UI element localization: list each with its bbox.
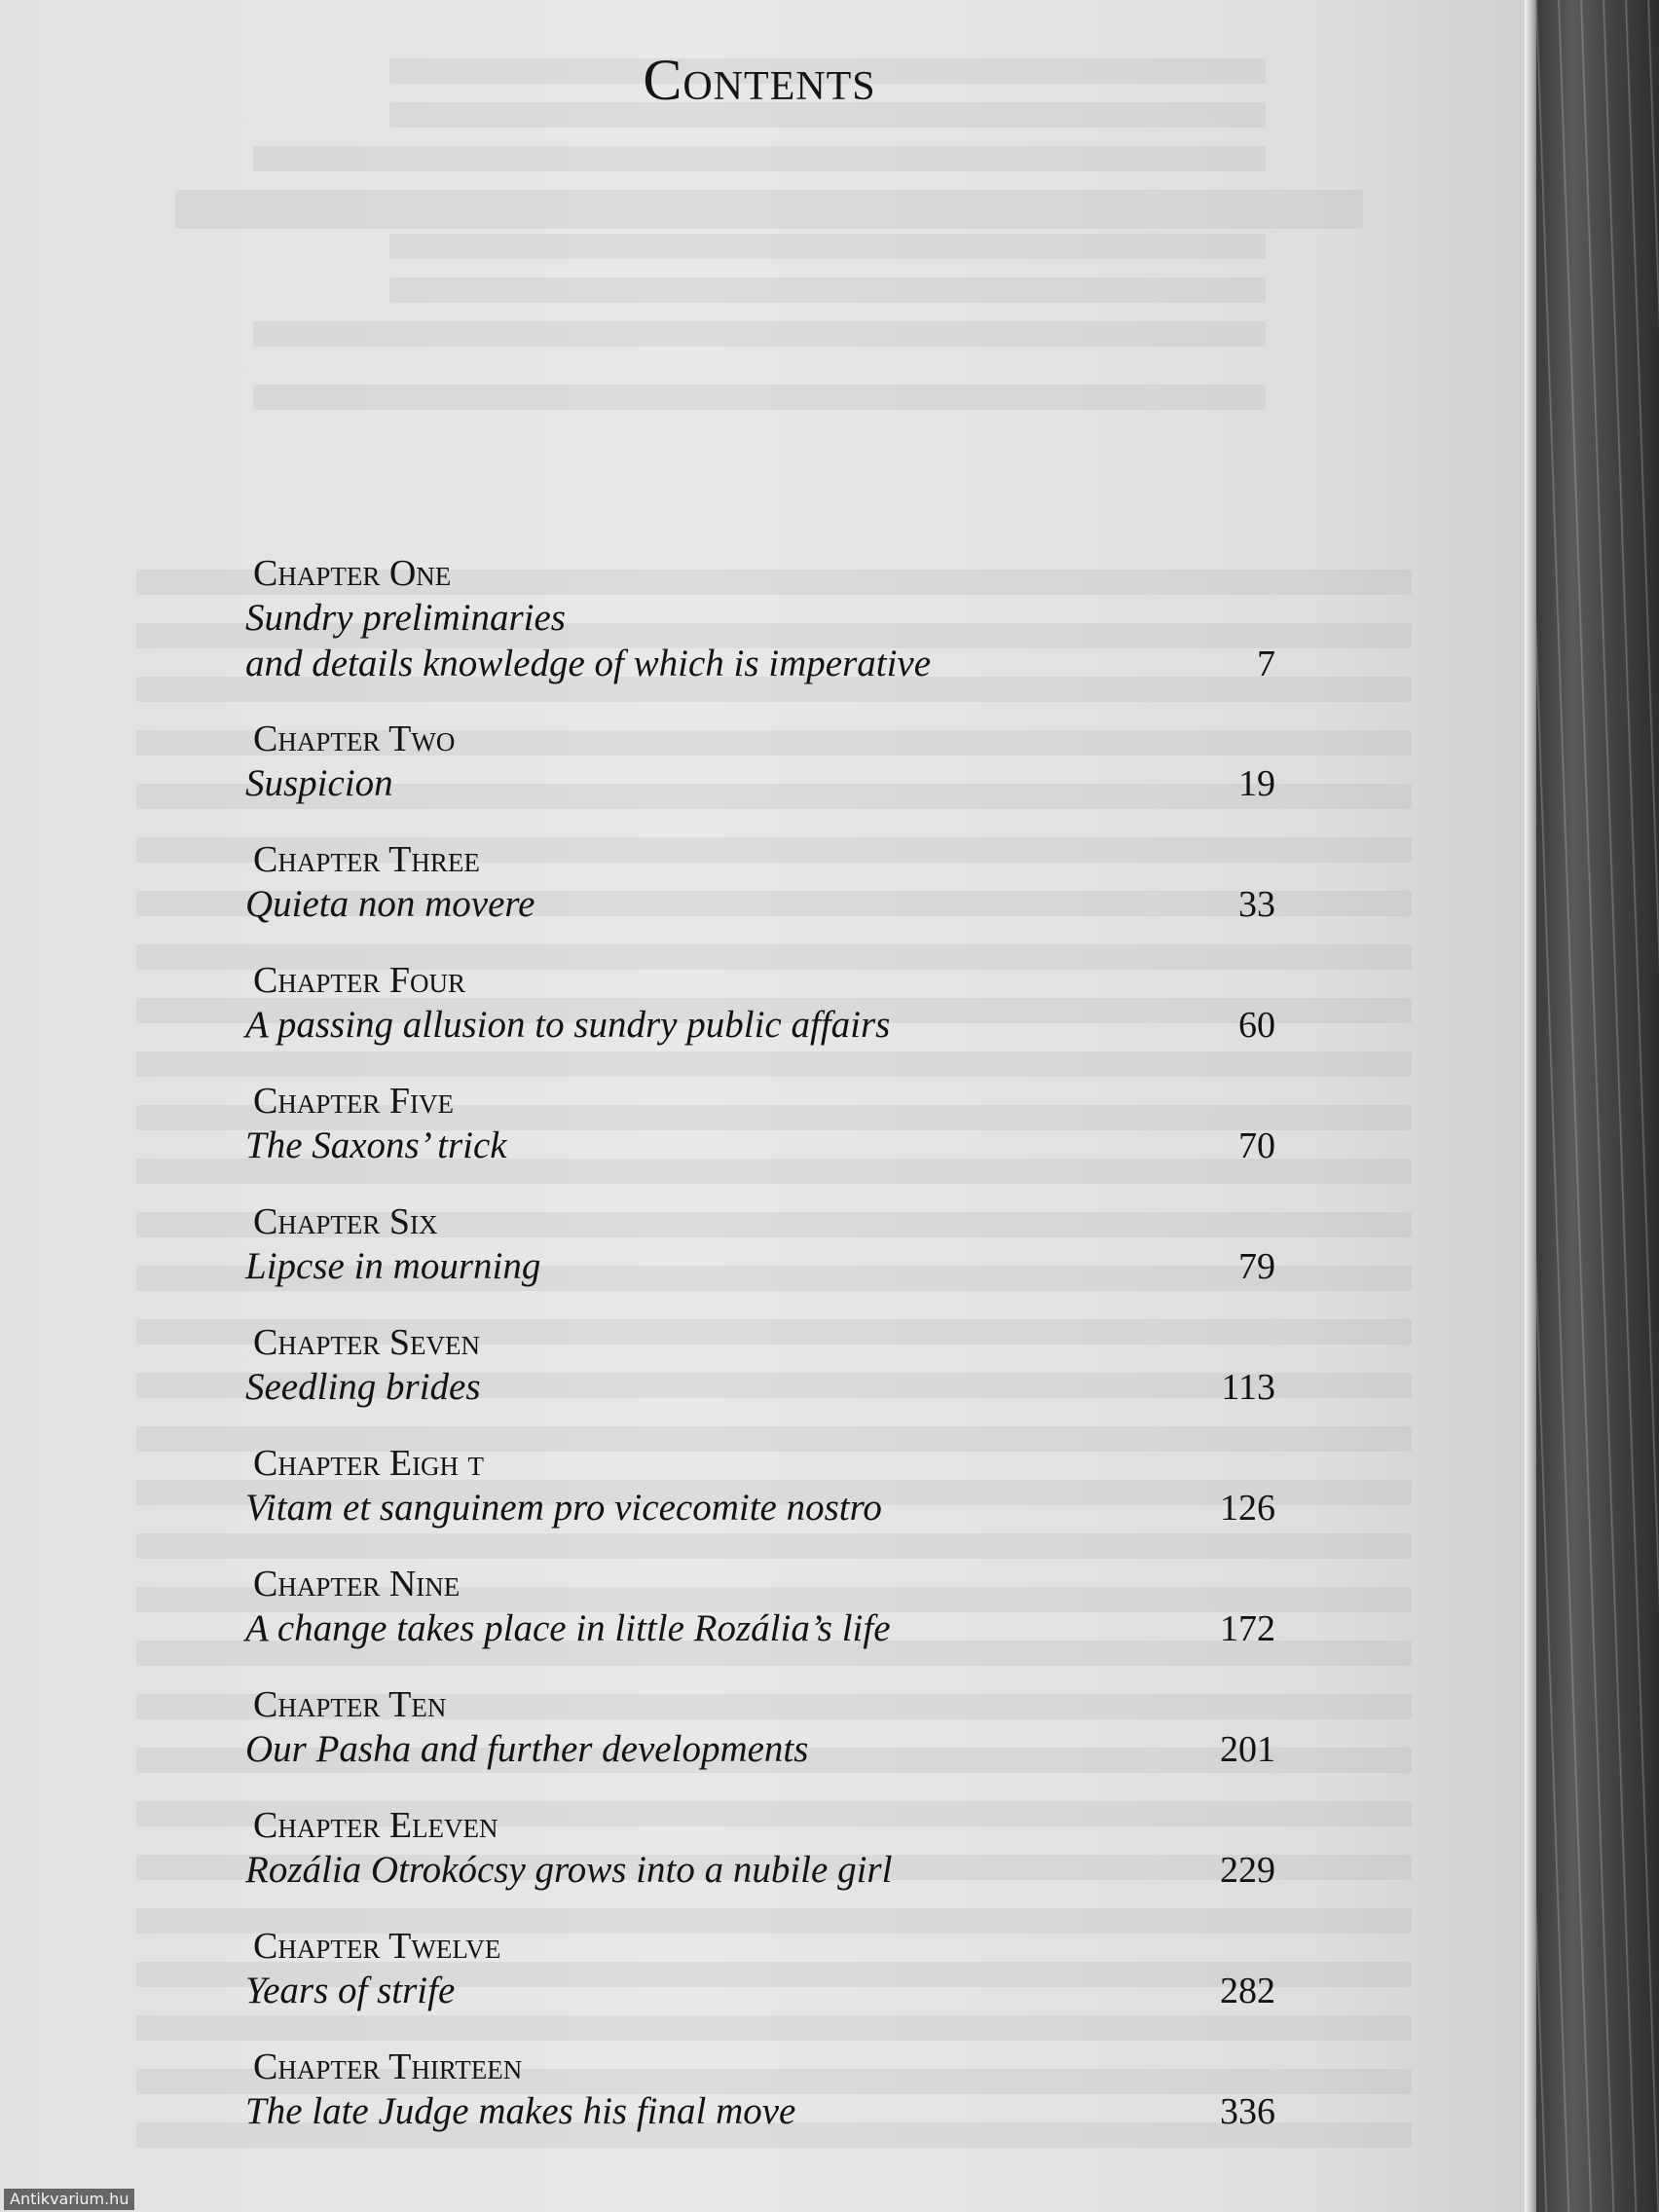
page-number: 33 bbox=[1238, 884, 1275, 925]
chapter-subtitle: Rozália Otrokócsy grows into a nubile girl bbox=[245, 1849, 893, 1891]
toc-entry bbox=[234, 836, 1275, 957]
chapter-subtitle: A change takes place in little Rozália’s life bbox=[245, 1607, 891, 1649]
toc-entry bbox=[234, 1802, 1275, 1923]
chapter-heading: Chapter Seven bbox=[253, 1322, 480, 1363]
page-title: Contents bbox=[643, 48, 876, 112]
page-number: 79 bbox=[1238, 1246, 1275, 1287]
chapter-heading: Chapter Six bbox=[253, 1201, 438, 1242]
chapter-subtitle: Seedling brides bbox=[245, 1366, 481, 1408]
page-number: 113 bbox=[1221, 1367, 1275, 1408]
page-number: 172 bbox=[1220, 1608, 1275, 1649]
toc-entry bbox=[234, 957, 1275, 1078]
chapter-heading: Chapter Five bbox=[253, 1081, 454, 1122]
chapter-subtitle: Years of strife bbox=[245, 1970, 456, 2011]
chapter-subtitle-line2: and details knowledge of which is imperative bbox=[245, 643, 932, 684]
chapter-subtitle: The late Judge makes his final move bbox=[245, 2090, 796, 2132]
chapter-heading: Chapter Two bbox=[253, 719, 456, 759]
page-number: 229 bbox=[1220, 1850, 1275, 1891]
page-number: 282 bbox=[1220, 1971, 1275, 2011]
chapter-heading: Chapter Three bbox=[253, 839, 480, 880]
chapter-subtitle: The Saxons’ trick bbox=[245, 1124, 507, 1166]
chapter-subtitle: Vitam et sanguinem pro vicecomite nostro bbox=[245, 1487, 882, 1529]
chapter-heading: Chapter One bbox=[253, 553, 452, 594]
chapter-heading: Chapter Eleven bbox=[253, 1805, 498, 1846]
toc-entry bbox=[234, 716, 1275, 836]
chapter-subtitle: Quieta non movere bbox=[245, 883, 535, 925]
chapter-heading: Chapter Eigh t bbox=[253, 1443, 485, 1484]
page-number: 7 bbox=[1257, 644, 1275, 684]
toc-entry bbox=[234, 1681, 1275, 1802]
toc-entry bbox=[234, 1198, 1275, 1319]
chapter-heading: Chapter Thirteen bbox=[253, 2046, 523, 2087]
chapter-heading: Chapter Twelve bbox=[253, 1926, 501, 1967]
chapter-subtitle: A passing allusion to sundry public affairs bbox=[245, 1004, 891, 1046]
toc-entry bbox=[234, 1440, 1275, 1561]
chapter-heading: Chapter Ten bbox=[253, 1684, 447, 1725]
background-surface bbox=[1536, 0, 1659, 2212]
page-number: 19 bbox=[1238, 763, 1275, 804]
chapter-subtitle: Sundry preliminaries bbox=[245, 597, 566, 639]
chapter-subtitle: Suspicion bbox=[245, 762, 393, 804]
chapter-heading: Chapter Four bbox=[253, 960, 465, 1001]
toc-entry bbox=[234, 1319, 1275, 1440]
chapter-subtitle: Our Pasha and further developments bbox=[245, 1728, 809, 1770]
toc-entry bbox=[234, 1561, 1275, 1681]
table-of-contents bbox=[234, 550, 1275, 2164]
page-number: 336 bbox=[1220, 2091, 1275, 2132]
page-number: 201 bbox=[1220, 1729, 1275, 1770]
page-number: 70 bbox=[1238, 1125, 1275, 1166]
toc-entry bbox=[234, 1923, 1275, 2044]
chapter-subtitle: Lipcse in mourning bbox=[245, 1245, 541, 1287]
toc-entry bbox=[234, 550, 1275, 716]
watermark: Antikvarium.hu bbox=[4, 2189, 134, 2210]
page-number: 126 bbox=[1220, 1488, 1275, 1529]
chapter-heading: Chapter Nine bbox=[253, 1564, 461, 1604]
toc-entry bbox=[234, 1078, 1275, 1198]
page-number: 60 bbox=[1238, 1005, 1275, 1046]
toc-entry bbox=[234, 2044, 1275, 2164]
